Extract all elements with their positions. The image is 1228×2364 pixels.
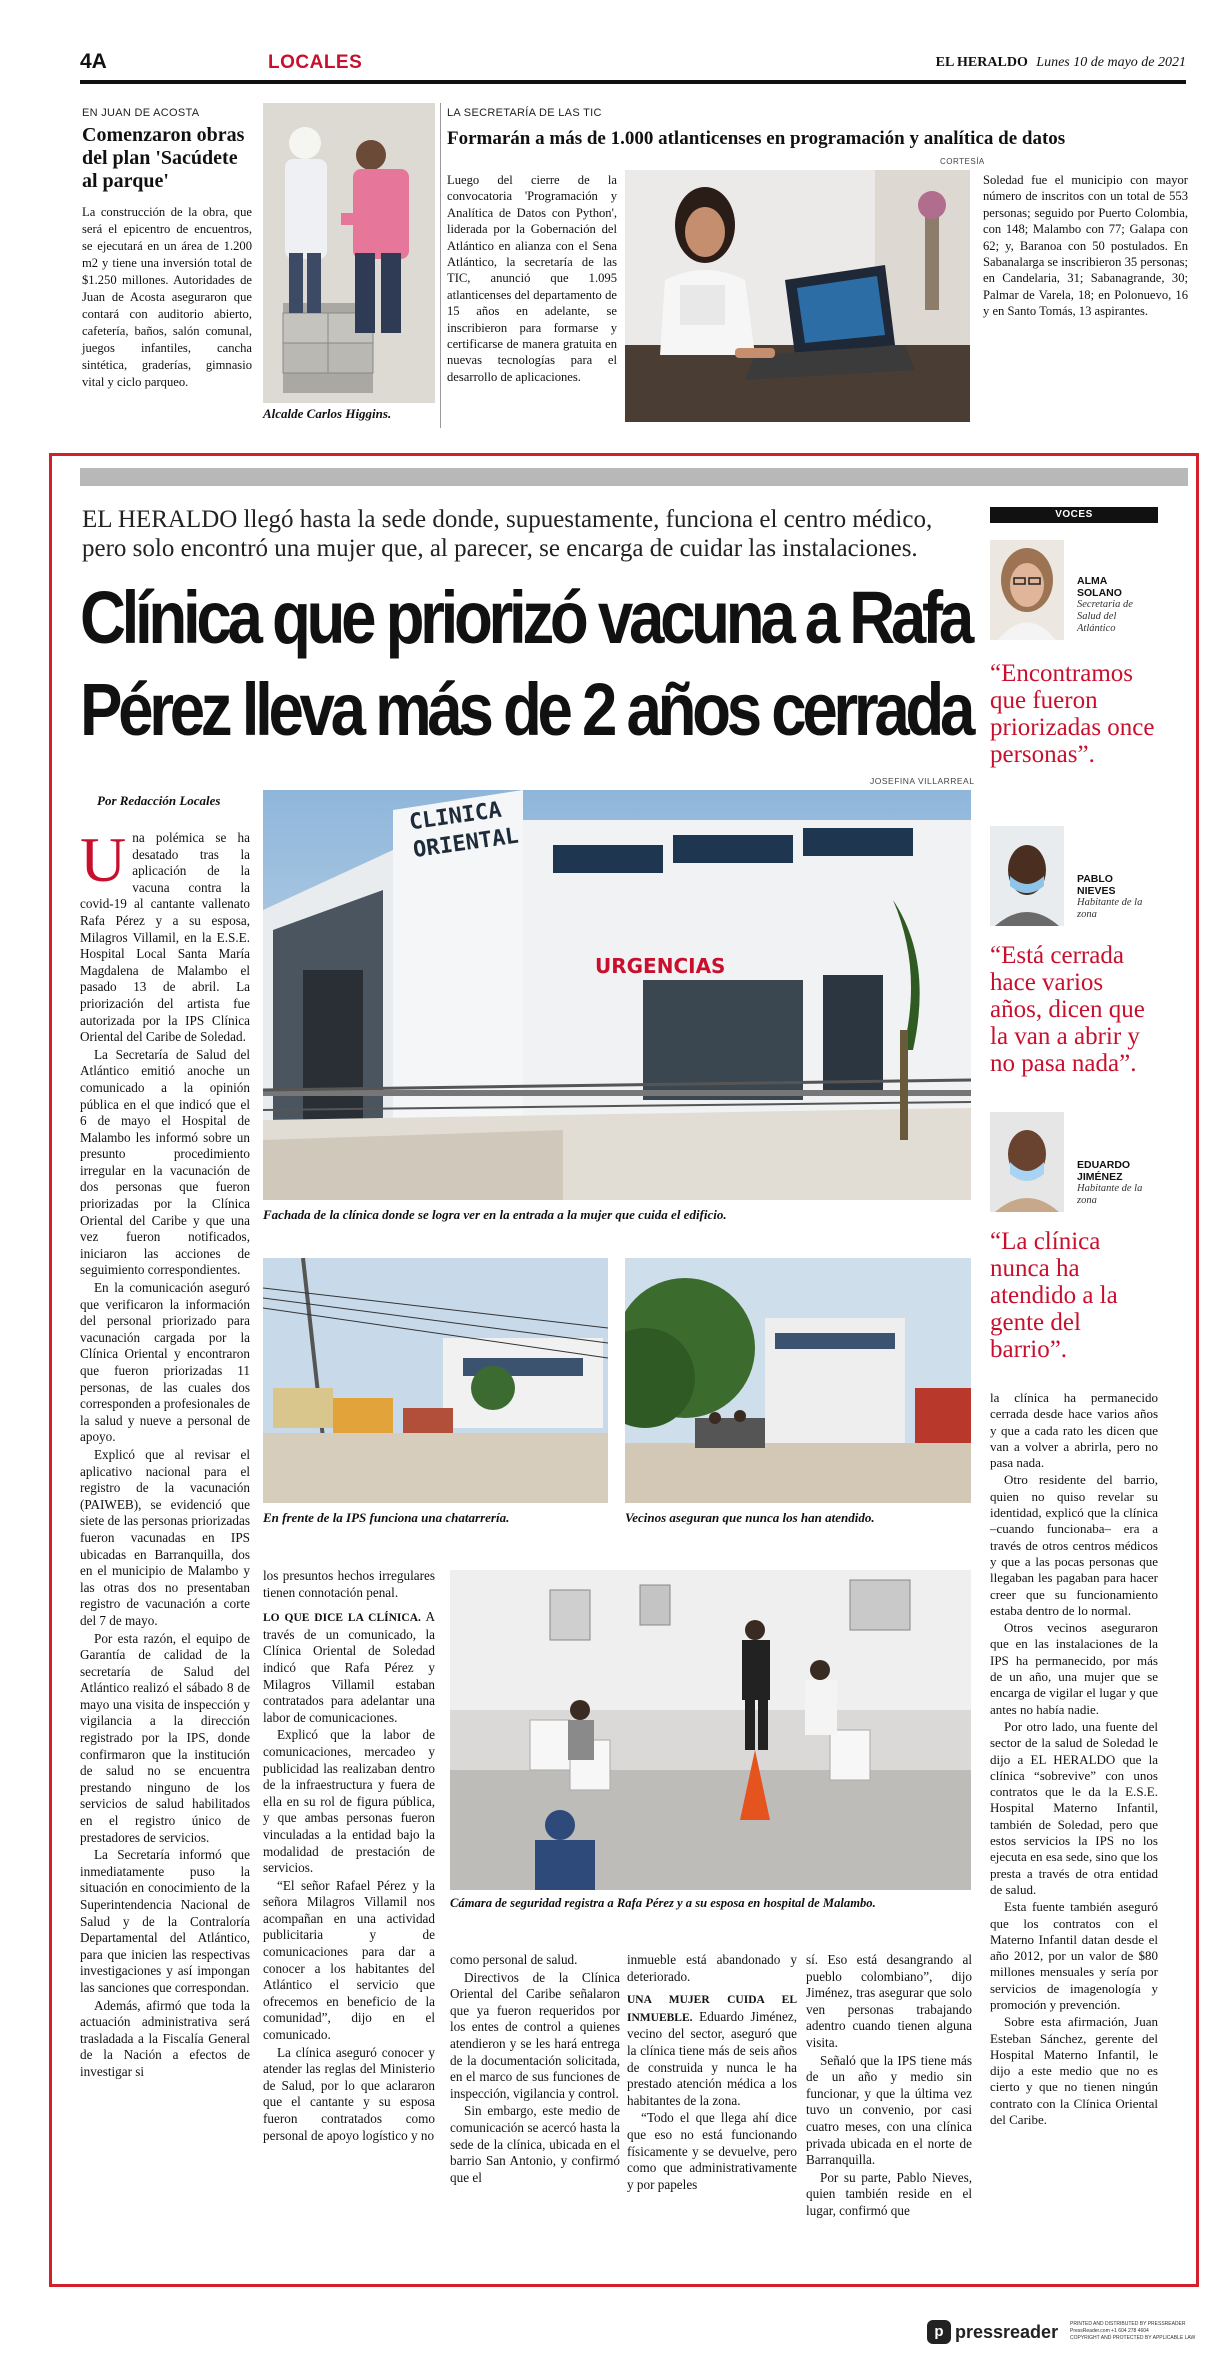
voice2-meta (1077, 873, 1157, 921)
fine-line-2: PressReader.com +1 604 278 4604 (1070, 2328, 1149, 2334)
subhead-woman: UNA MUJER CUIDA EL INMUEBLE. (627, 1994, 797, 2024)
brief1-photo (263, 103, 435, 403)
col2-first-para: los presuntos hechos irregulares tienen connotación penal. (263, 1568, 435, 1600)
fine-line-1: PRINTED AND DISTRIBUTED BY PRESSREADER (1070, 2321, 1186, 2327)
col1-para: Explicó que al revisar el aplicativo nacional para el registro de la vacunación (PAIWEB), se evidenció que siete de las personas priorizadas fueron vacunadas en IPS ubicadas en Barranquilla, dos en el municipio de Malambo y las otras dos no presentaban registro de vacunación a corte del 7 de mayo. (80, 1446, 250, 1628)
photo3-caption: Vecinos aseguran que nunca los han atendido. (625, 1510, 875, 1525)
article-col6 (990, 1390, 1158, 2129)
fine-line-3: COPYRIGHT AND PROTECTED BY APPLICABLE LAW (1070, 2335, 1196, 2341)
workers-illustration (263, 103, 435, 403)
col3-first-para: como personal de salud. (450, 1952, 578, 1967)
issue-date: Lunes 10 de mayo de 2021 (1036, 55, 1186, 70)
col1-para: En la comunicación aseguró que verificaron la información del personal priorizado para vacunación cargada por la Clínica Oriental y encontraron que fueron priorizadas 11 personas, de las cuales dos corresponden a profesionales de la salud y nueve a personal de apoyo. (80, 1280, 250, 1445)
footer-fineprint (1070, 2321, 1195, 2342)
article-col5 (806, 1952, 972, 2221)
page-number: 4A (80, 50, 107, 73)
portrait-man-mask-icon (990, 826, 1064, 926)
brief2-photo-credit: CORTESÍA (940, 157, 985, 166)
sign-line-2: ORIENTAL (411, 823, 521, 864)
col6-para: Otro residente del barrio, quien no quiso revelar su identidad, explicó que la clínica –cuando funcionaba– era a través de otros centros médicos y que a las pocas personas que llegaban les pagaban para hacer creer que su funcionamiento estaba dentro de lo normal. (990, 1472, 1158, 1618)
col2-para: Explicó que la labor de comunicaciones, mercadeo y publicidad las realizaban dentro de la infraestructura y fuera de ella en su rol de figura pública, y que ambas personas fueron vinculadas a la entidad bajo la modalidad de prestación de servicios. (263, 1727, 435, 1876)
col1-first-para: na polémica se ha desatado tras la aplicación de la vacuna contra la covid-19 al cantante vallenato Rafa Pérez y a su esposa, Milagros Villamil, en la E.S.E. Hospital Local Santa María Magdalena de Malambo el pasado 13 de abril. La priorización del artista fue autorizada por la IPS Clínica Oriental del Caribe de Soledad. (80, 830, 250, 1045)
col5-para: Señaló que la IPS tiene más de un año y medio sin funcionar, y que la última vez tuvo un convenio, por casi cuatro meses, con una clínica privada ubicada en el norte de Barranquilla. (806, 2052, 972, 2168)
article-col2 (263, 1568, 435, 2145)
col6-first-para: la clínica ha permanecido cerrada desde hace varios años y que a cada rato les dicen que van a volver a abrirla, pero no pasa nada. (990, 1390, 1158, 1471)
story-deck: EL HERALDO llegó hasta la sede donde, supuestamente, funciona el centro médico, pero solo encontró una mujer que, al parecer, se encarga de cuidar las instalaciones. (82, 506, 933, 562)
voice1-first-name: ALMA (1077, 575, 1108, 587)
col3-para: Directivos de la Clínica Oriental del Caribe señalaron que ya fueron requeridos por los entes de control a quienes atendieron y se les hará entrega de la documentación solicitada, en el marco de sus funciones de inspección, vigilancia y control. (450, 1969, 620, 2101)
voice2-role: Habitante de la zona (1077, 897, 1143, 920)
voice2-quote: “Está cerrada hace varios años, dicen que la van a abrir y no pasa nada”. (990, 942, 1145, 1077)
student-laptop-illustration (625, 170, 970, 422)
col6-para: Esta fuente también aseguró que los contratos con el Materno Infantil datan desde el año 2012, por un valor de $80 millones mensuales y sería por servicios de imagenología y promoción y prevención. (990, 1899, 1158, 2012)
brief-divider (440, 103, 441, 428)
col1-para: La Secretaría de Salud del Atlántico emitió anoche un comunicado a la opinión pública en el que indicó que el 6 de mayo el Hospital de Malambo les informó sobre un presunto procedimiento irregular en la vacunación de dos personas que fueron priorizadas por la Clínica Oriental del Caribe y que una vez fueron notificados, iniciaron las acciones de seguimiento correspondientes. (80, 1046, 250, 1278)
voice1-meta (1077, 575, 1157, 635)
story-headline[interactable] (80, 572, 980, 756)
avatar-pablo-nieves (990, 826, 1064, 926)
col5-first-para: sí. Eso está desangrando al pueblo colombiano”, dijo Jiménez, tras asegurar que solo ven personas trabajando adentro cuando tienen alguna visita. (806, 1952, 972, 2050)
photo-credit: JOSEFINA VILLARREAL (870, 776, 975, 786)
voice3-meta (1077, 1159, 1157, 1207)
portrait-man-mask-icon (990, 1112, 1064, 1212)
headline-line-1: Clínica que priorizó vacuna a Rafa (80, 576, 971, 659)
portrait-woman-icon (990, 540, 1064, 640)
urgencias-sign: URGENCIAS (595, 954, 726, 978)
brief1-caption: Alcalde Carlos Higgins. (263, 406, 392, 421)
neighbors-photo (625, 1258, 971, 1503)
grey-bar (80, 468, 1188, 486)
col4-para: “Todo el que llega ahí dice que eso no está funcionando físicamente y se devuelve, pero como que administrativamente y por papeles (627, 2110, 797, 2192)
voice3-quote: “La clínica nunca ha atendido a la gente del barrio”. (990, 1228, 1118, 1363)
header-masthead (936, 54, 1186, 71)
col2-para: “El señor Rafael Pérez y la señora Milagros Villamil nos acompañan en una actividad publicitaria y de comunicaciones para dar a conocer a los habitantes del Atlántico el servicio que ofrecemos en beneficio de la comunidad”, dijo en el comunicado. (263, 1877, 435, 2043)
voice3-first-name: EDUARDO (1077, 1159, 1131, 1171)
col6-para: Sobre esta afirmación, Juan Esteban Sánchez, gerente del Hospital Materno Infantil, le dijo a este medio que no es cierto y que no tienen ningún contrato con la Clínica Oriental del Caribe. (990, 2014, 1158, 2128)
brief2-photo (625, 170, 970, 422)
brief1-headline[interactable]: Comenzaron obras del plan 'Sacúdete al parque' (82, 124, 245, 192)
paper-name: EL HERALDO (935, 55, 1028, 70)
section-title: LOCALES (268, 52, 363, 73)
clinic-facade-photo (263, 790, 971, 1200)
article-col4 (627, 1952, 797, 2194)
voice2-last-name: NIEVES (1077, 885, 1116, 897)
brief2-headline[interactable]: Formarán a más de 1.000 atlanticenses en programación y analítica de datos (447, 128, 1066, 149)
security-camera-illustration (450, 1570, 971, 1890)
scrapyard-photo (263, 1258, 608, 1503)
col1-para: Por esta razón, el equipo de Garantía de calidad de la secretaría de Salud del Atlántico realizó el sábado 8 de mayo una visita de inspección y vigilancia a la dirección registrado por la IPS, donde confirmaron que la institución de salud no se encuentra prestando ninguno de los servicios de salud habilitados en el registro único de prestadores de servicios. (80, 1630, 250, 1845)
voices-label: VOCES (990, 507, 1158, 523)
clinic-facade-illustration (263, 790, 971, 1200)
header-rule (80, 80, 1186, 84)
col2-para: La clínica aseguró conocer y atender las reglas del Ministerio de Salud, por lo que aclararon que el cantante y su esposa fueron contratados como personal de apoyo logístico y no (263, 2044, 435, 2143)
avatar-alma-solano (990, 540, 1064, 640)
col6-para: Otros vecinos aseguraron que en las instalaciones de la IPS ha permanecido, por más de un año, una mujer que se encarga de vigilar el lugar y que antes no había nadie. (990, 1620, 1158, 1717)
photo2-caption: En frente de la IPS funciona una chatarrería. (263, 1510, 510, 1525)
sign-line-1: CLINICA (407, 797, 504, 836)
col4-leadin-para (627, 1991, 797, 2109)
voice3-role: Habitante de la zona (1077, 1183, 1143, 1206)
subhead-clinic: LO QUE DICE LA CLÍNICA. (263, 1612, 421, 1625)
brief1-body: La construcción de la obra, que será el epicentro de encuentros, se ejecutará en un área de 1.200 m2 y tiene una inversión total de $1.250 millones. Autoridades de Juan de Acosta aseguraron que contará con auditorio abierto, cafetería, baños, salón comunal, juegos infantiles, cancha sintética, graderías, gimnasio vital y ciclo parqueo. (82, 205, 252, 389)
pressreader-icon: p (927, 2320, 951, 2344)
brief1-kicker: EN JUAN DE ACOSTA (82, 107, 200, 119)
byline: Por Redacción Locales (97, 793, 221, 808)
voice3-last-name: JIMÉNEZ (1077, 1171, 1123, 1183)
drop-cap: U (80, 824, 127, 895)
scrapyard-illustration (263, 1258, 608, 1503)
col2-leadin-text: A través de un comunicado, la Clínica Oriental de Soledad indicó que Rafa Pérez y Milagros Villamil estaban contratados para adelantar una labor de comunicaciones. (263, 1609, 435, 1725)
brief2-kicker: LA SECRETARÍA DE LAS TIC (447, 107, 602, 119)
pressreader-logo[interactable] (927, 2320, 1058, 2344)
avatar-eduardo-jimenez (990, 1112, 1064, 1212)
col1-para: Además, afirmó que toda la actuación administrativa será trasladada a la Fiscalía General de la Nación a efectos de investigar si (80, 1997, 250, 2079)
col4-leadin-text: Eduardo Jiménez, vecino del sector, aseguró que la clínica tiene más de seis años de construida y nunca le ha prestado atención médica a los habitantes de la zona. (627, 2008, 797, 2108)
security-camera-photo (450, 1570, 971, 1890)
neighbors-illustration (625, 1258, 971, 1503)
voice1-quote: “Encontramos que fueron priorizadas once personas”. (990, 660, 1155, 768)
col4-first-para: inmueble está abandonado y deteriorado. (627, 1952, 797, 1984)
pressreader-wordmark: pressreader (955, 2321, 1059, 2342)
brief2-col1: Luego del cierre de la convocatoria 'Programación y Analítica de Datos con Python', liderada por la Gobernación del Atlántico en alianza con el Sena Atlántico, la secretaría de las TIC, anunció que 1.095 atlanticenses del departamento de 15 años en adelante, se inscribieron para formarse y certificarse de manera gratuita en nuevas tecnologías para el desarrollo de aplicaciones. (447, 173, 617, 384)
col2-leadin-para (263, 1609, 435, 1726)
voice1-last-name: SOLANO (1077, 587, 1122, 599)
photo1-caption: Fachada de la clínica donde se logra ver en la entrada a la mujer que cuida el edificio. (263, 1207, 727, 1222)
col6-para: Por otro lado, una fuente del sector de la salud de Soledad le dijo a EL HERALDO que la clínica “sobrevive” con unos contratos que le da la E.S.E. Hospital Materno Infantil, también de Soledad, pero que estos servicios la IPS no los ejecuta en esa sede, sino que los presta a través de otra entidad de salud. (990, 1718, 1158, 1897)
voice1-role: Secretaria de Salud del Atlántico (1077, 599, 1133, 634)
col5-para: Por su parte, Pablo Nieves, quien también reside en el lugar, confirmó que (806, 2169, 972, 2218)
headline-line-2: Pérez lleva más de 2 años cerrada (80, 668, 972, 751)
article-col1 (80, 824, 250, 2082)
photo4-caption: Cámara de seguridad registra a Rafa Pérez y a su esposa en hospital de Malambo. (450, 1896, 876, 1910)
article-col3 (450, 1952, 620, 2187)
brief2-col2: Soledad fue el municipio con mayor número de inscritos con un total de 553 personas; seguido por Puerto Colombia, con 148; Malambo con 77; Galapa con 62; y, Baranoa con 50 postulados. En Sabanalarga se inscribieron 35 personas; en Candelaria, 31; Sabanagrande, 30; Palmar de Varela, 18; en Polonuevo, 16 y en Santo Tomás, 13 aspirantes. (983, 173, 1188, 319)
col3-para: Sin embargo, este medio de comunicación se acercó hasta la sede de la clínica, ubicada en el barrio San Antonio, y confirmó que el (450, 2103, 620, 2185)
voice2-first-name: PABLO (1077, 873, 1113, 885)
col1-para: La Secretaría informó que inmediatamente puso la situación en conocimiento de la Superintendencia Nacional de Salud y de la Contraloría Departamental del Atlántico, para que inicien las respectivas investigaciones y así impongan las sanciones que correspondan. (80, 1847, 250, 1995)
